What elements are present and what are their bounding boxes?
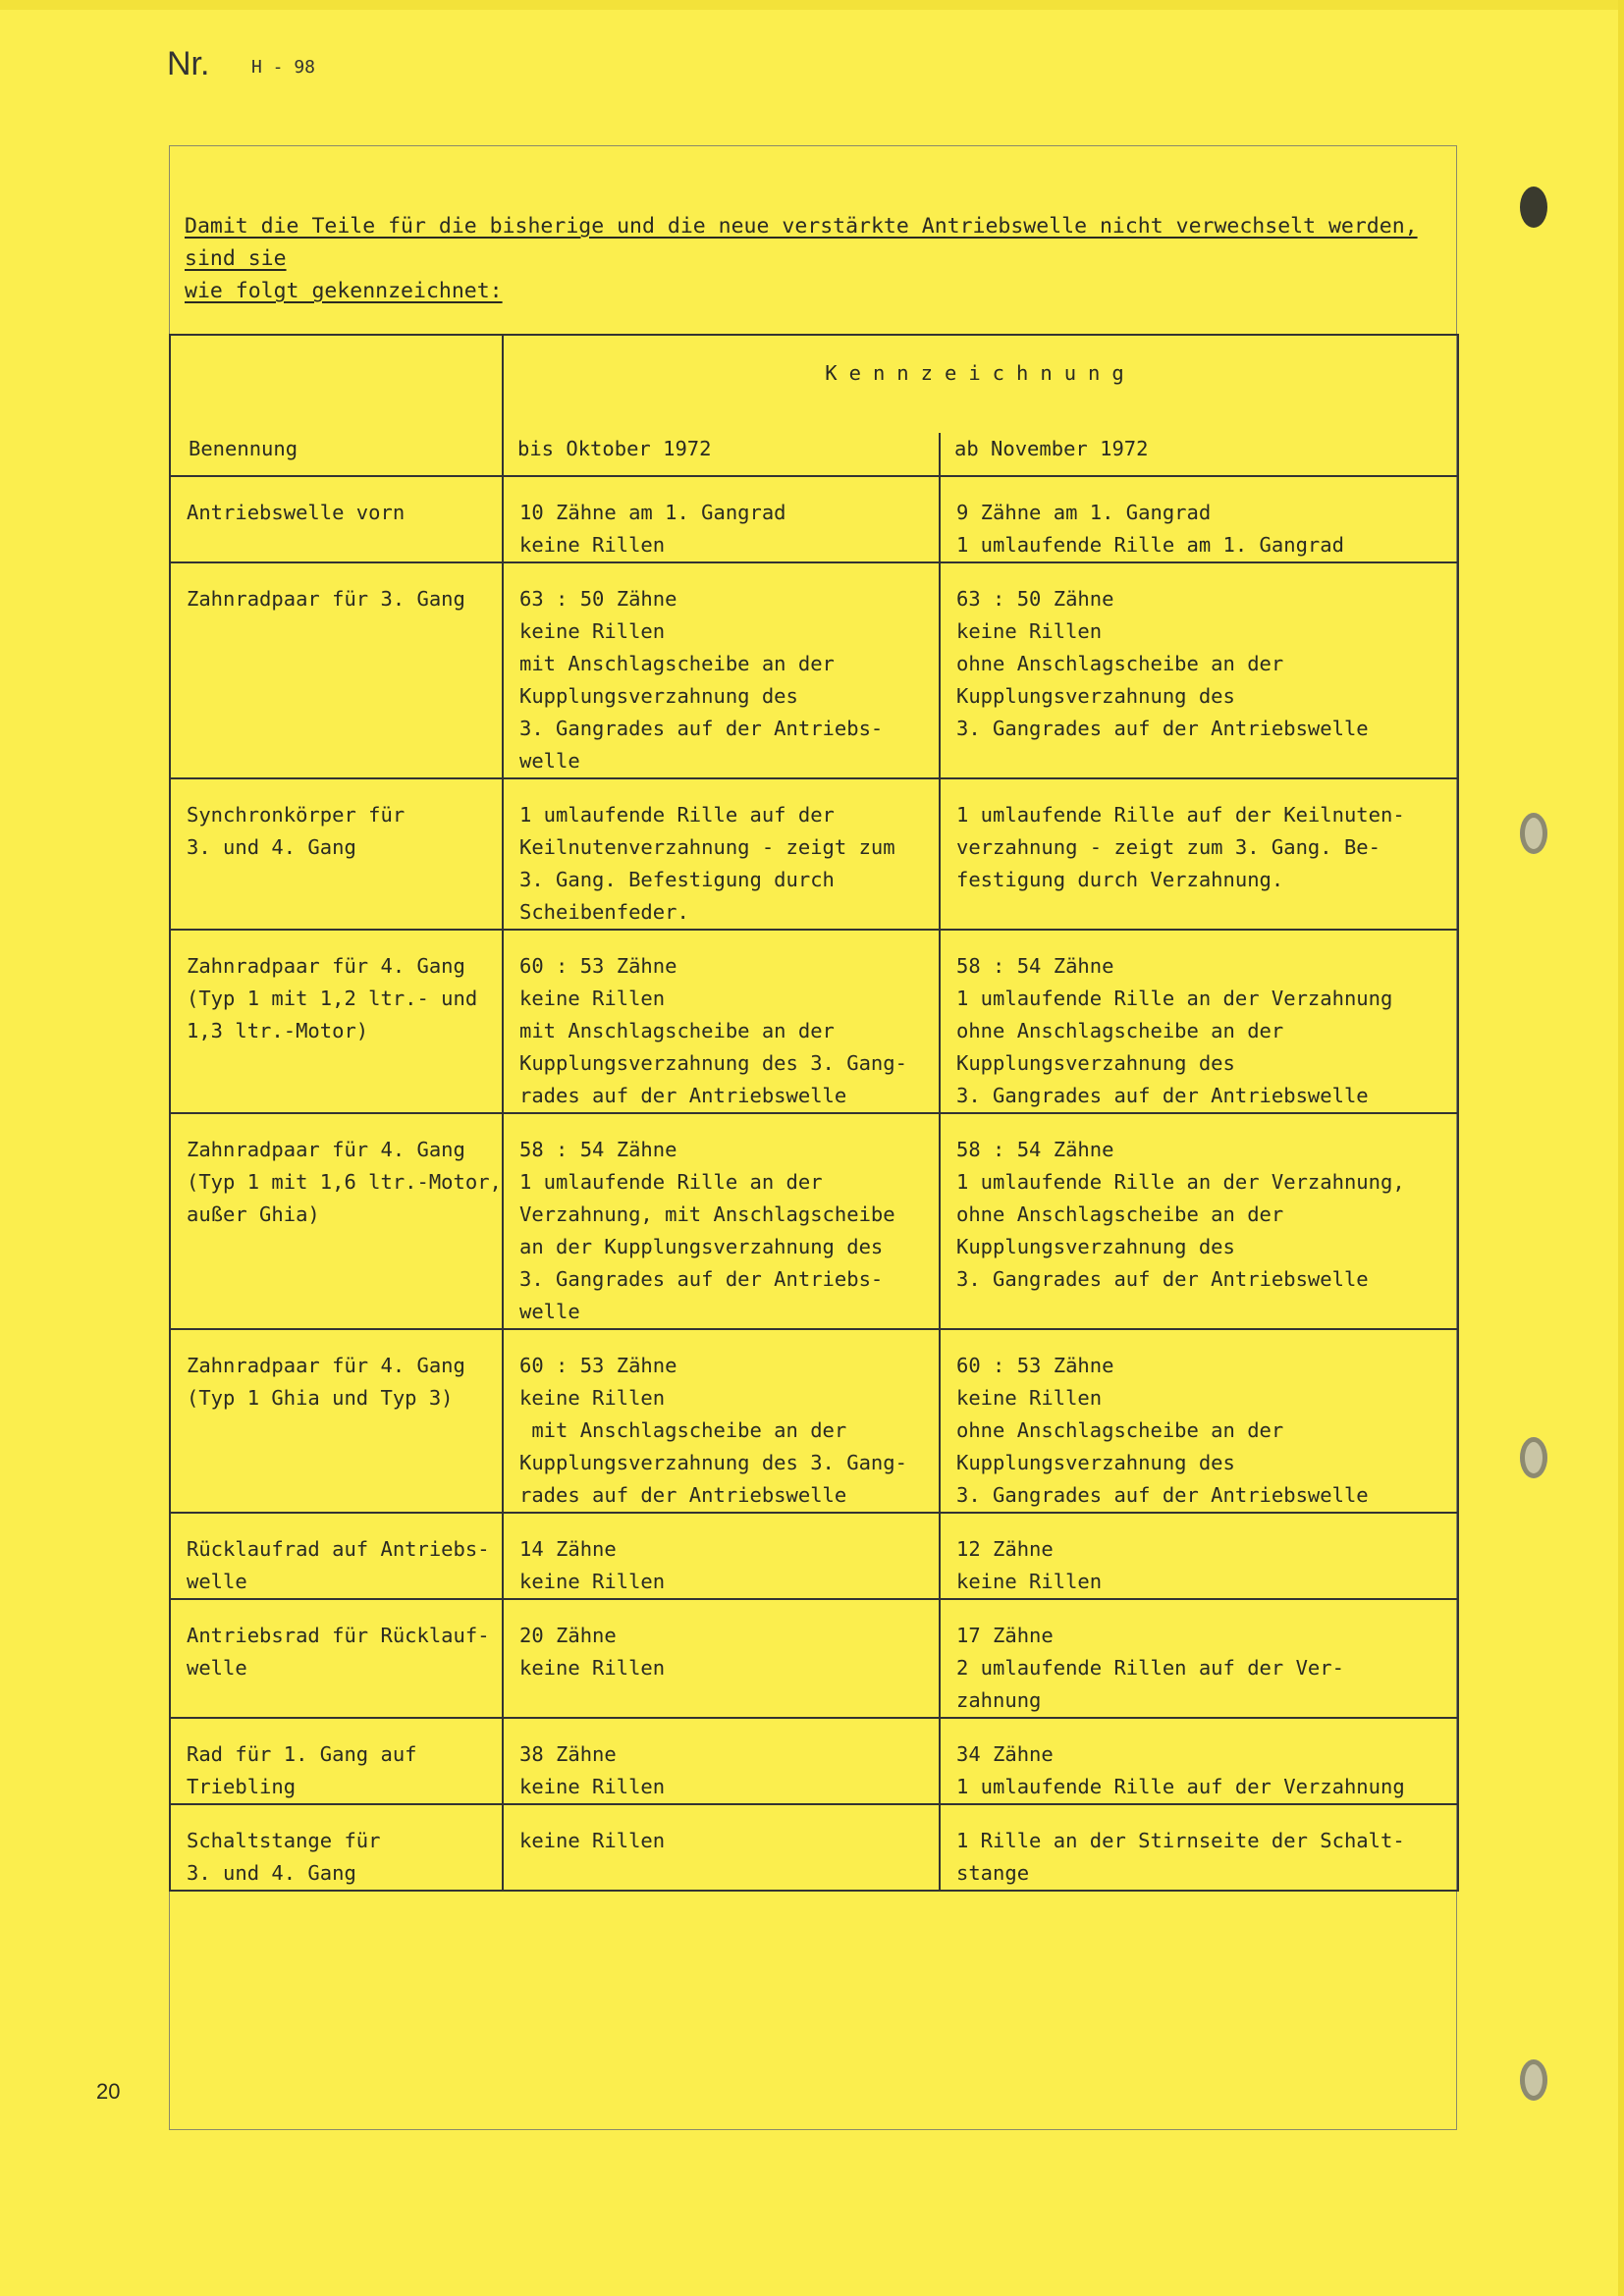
- punch-hole-1: [1520, 187, 1547, 228]
- cell-text: 60 : 53 Zähne keine Rillen ohne Anschlagscheibe an der Kupplungsverzahnung des 3. Gangrades auf der Antriebswelle: [956, 1354, 1369, 1507]
- col-header-group: Kennzeichnung: [503, 335, 1458, 433]
- table-row: [170, 476, 1458, 562]
- cell-text: keine Rillen: [519, 1829, 666, 1852]
- cell-new: [940, 1804, 1458, 1891]
- cell-text: 58 : 54 Zähne 1 umlaufende Rille an der Verzahnung, mit Anschlagscheibe an der Kupplungsverzahnung des 3. Gangrades auf der Antriebs- welle: [519, 1138, 895, 1323]
- cell-text: 9 Zähne am 1. Gangrad 1 umlaufende Rille am 1. Gangrad: [956, 501, 1344, 557]
- doc-number-label: Nr.: [167, 45, 210, 82]
- cell-text: 10 Zähne am 1. Gangrad keine Rillen: [519, 501, 786, 557]
- cell-text: Zahnradpaar für 4. Gang (Typ 1 mit 1,6 ltr.-Motor, außer Ghia): [187, 1138, 502, 1226]
- cell-text: Rücklaufrad auf Antriebs- welle: [187, 1537, 490, 1593]
- cell-new: [940, 778, 1458, 930]
- cell-old: [503, 1718, 940, 1804]
- intro-text: Damit die Teile für die bisherige und die neue verstärkte Antriebswelle nicht verwechselt werden, sind sie wie folgt gekennzeichnet:: [185, 214, 1418, 303]
- cell-text: 1 Rille an der Stirnseite der Schalt- stange: [956, 1829, 1405, 1885]
- identification-table: [169, 334, 1459, 1892]
- cell-name: [170, 1718, 503, 1804]
- cell-text: 14 Zähne keine Rillen: [519, 1537, 666, 1593]
- table-row: [170, 1599, 1458, 1718]
- cell-new: [940, 1113, 1458, 1329]
- cell-old: [503, 1599, 940, 1718]
- cell-name: [170, 1599, 503, 1718]
- cell-old: [503, 1113, 940, 1329]
- cell-text: 1 umlaufende Rille auf der Keilnuten- verzahnung - zeigt zum 3. Gang. Be- festigung durch Verzahnung.: [956, 803, 1405, 891]
- cell-text: Zahnradpaar für 4. Gang (Typ 1 mit 1,2 ltr.- und 1,3 ltr.-Motor): [187, 954, 478, 1042]
- cell-new: [940, 1599, 1458, 1718]
- cell-old: [503, 1804, 940, 1891]
- page-number: 20: [96, 2079, 121, 2104]
- cell-name: [170, 476, 503, 562]
- cell-name: [170, 1113, 503, 1329]
- cell-text: 1 umlaufende Rille auf der Keilnutenverzahnung - zeigt zum 3. Gang. Befestigung durch Scheibenfeder.: [519, 803, 895, 924]
- page-right-edge: [1618, 0, 1624, 2296]
- table-row: [170, 930, 1458, 1113]
- cell-new: [940, 930, 1458, 1113]
- cell-text: 34 Zähne 1 umlaufende Rille auf der Verzahnung: [956, 1742, 1405, 1798]
- table-row: [170, 1329, 1458, 1513]
- cell-new: [940, 562, 1458, 778]
- cell-text: 38 Zähne keine Rillen: [519, 1742, 666, 1798]
- table-row: [170, 778, 1458, 930]
- cell-new: [940, 1513, 1458, 1599]
- cell-text: 58 : 54 Zähne 1 umlaufende Rille an der Verzahnung, ohne Anschlagscheibe an der Kupplungsverzahnung des 3. Gangrades auf der Antriebswelle: [956, 1138, 1405, 1291]
- punch-hole-2: [1520, 813, 1547, 854]
- table-row: [170, 1513, 1458, 1599]
- table-row: [170, 1718, 1458, 1804]
- cell-name: [170, 1513, 503, 1599]
- cell-text: 58 : 54 Zähne 1 umlaufende Rille an der Verzahnung ohne Anschlagscheibe an der Kupplungsverzahnung des 3. Gangrades auf der Antriebswelle: [956, 954, 1393, 1107]
- cell-old: [503, 1513, 940, 1599]
- doc-number-code: H - 98: [251, 57, 316, 78]
- table-row: [170, 1113, 1458, 1329]
- cell-text: Zahnradpaar für 3. Gang: [187, 587, 465, 611]
- punch-hole-3: [1520, 1437, 1547, 1478]
- cell-new: [940, 1329, 1458, 1513]
- cell-text: 20 Zähne keine Rillen: [519, 1624, 666, 1680]
- cell-text: Synchronkörper für 3. und 4. Gang: [187, 803, 406, 859]
- cell-new: [940, 476, 1458, 562]
- col-header-old: bis Oktober 1972: [503, 433, 940, 476]
- cell-text: Antriebswelle vorn: [187, 501, 406, 524]
- cell-old: [503, 930, 940, 1113]
- cell-text: 60 : 53 Zähne keine Rillen mit Anschlagscheibe an der Kupplungsverzahnung des 3. Gang- rades auf der Antriebswelle: [519, 1354, 907, 1507]
- cell-text: Schaltstange für 3. und 4. Gang: [187, 1829, 381, 1885]
- cell-new: [940, 1718, 1458, 1804]
- table-row: [170, 562, 1458, 778]
- cell-old: [503, 562, 940, 778]
- cell-old: [503, 778, 940, 930]
- cell-text: 63 : 50 Zähne keine Rillen ohne Anschlagscheibe an der Kupplungsverzahnung des 3. Gangrades auf der Antriebswelle: [956, 587, 1369, 740]
- cell-name: [170, 562, 503, 778]
- cell-text: Rad für 1. Gang auf Triebling: [187, 1742, 417, 1798]
- cell-name: [170, 1804, 503, 1891]
- col-header-name: Benennung: [170, 335, 503, 476]
- cell-text: 17 Zähne 2 umlaufende Rillen auf der Ver- zahnung: [956, 1624, 1344, 1712]
- cell-old: [503, 1329, 940, 1513]
- cell-name: [170, 778, 503, 930]
- cell-text: 63 : 50 Zähne keine Rillen mit Anschlagscheibe an der Kupplungsverzahnung des 3. Gangrades auf der Antriebs- welle: [519, 587, 884, 773]
- cell-text: 60 : 53 Zähne keine Rillen mit Anschlagscheibe an der Kupplungsverzahnung des 3. Gang- rades auf der Antriebswelle: [519, 954, 907, 1107]
- page-top-edge: [0, 0, 1624, 10]
- punch-hole-4: [1520, 2059, 1547, 2101]
- cell-text: Zahnradpaar für 4. Gang (Typ 1 Ghia und Typ 3): [187, 1354, 465, 1410]
- cell-old: [503, 476, 940, 562]
- table-row: [170, 1804, 1458, 1891]
- col-header-new: ab November 1972: [940, 433, 1458, 476]
- cell-text: Antriebsrad für Rücklauf- welle: [187, 1624, 490, 1680]
- cell-name: [170, 1329, 503, 1513]
- cell-name: [170, 930, 503, 1113]
- table-header-row: [170, 335, 1458, 433]
- cell-text: 12 Zähne keine Rillen: [956, 1537, 1103, 1593]
